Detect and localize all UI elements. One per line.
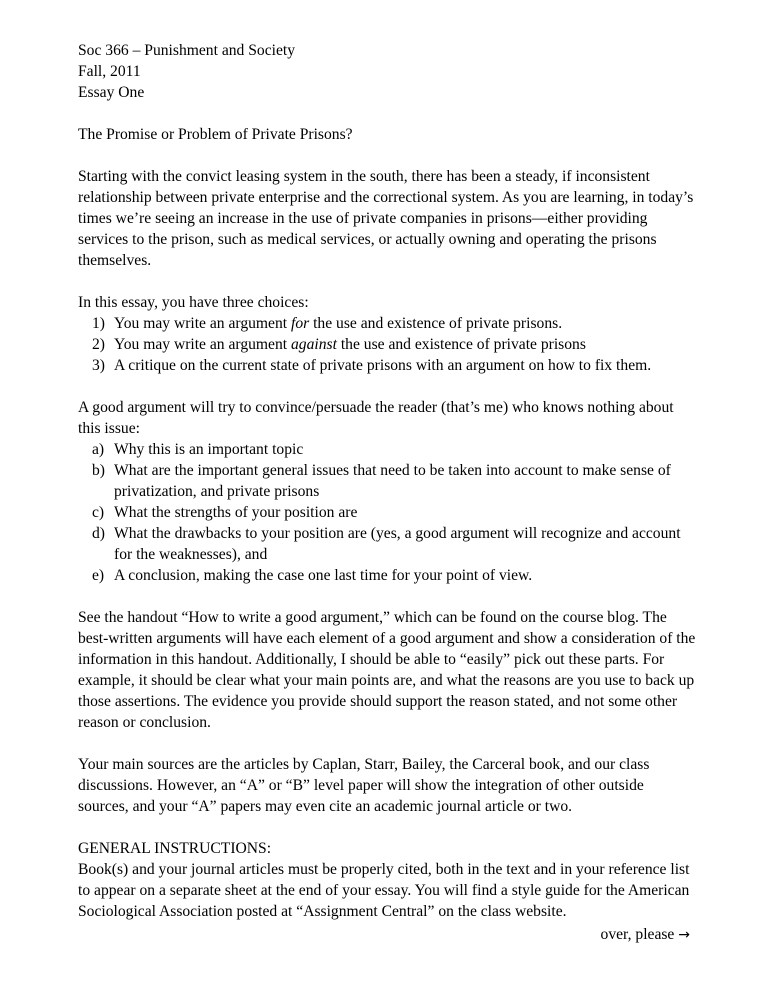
general-instructions-heading: GENERAL INSTRUCTIONS:	[78, 840, 272, 857]
argument-lead: A good argument will try to convince/persuade the reader (that’s me) who knows nothing about this issue:	[78, 399, 674, 437]
list-item: c) What the strengths of your position are	[92, 504, 358, 521]
assignment-name: Essay One	[78, 84, 145, 101]
course-title: Soc 366 – Punishment and Society	[78, 42, 296, 59]
intro-paragraph: Starting with the convict leasing system in the south, there has been a steady, if inconsistent relationship between private enterprise and the correctional system. As you are learning, in today’s times we’re seeing an increase in the use of private companies in prisons—either providing services to the prison, such as medical services, or actually owning and operating the prisons themselves.	[78, 168, 694, 269]
document-body	[78, 40, 698, 922]
essay-title: The Promise or Problem of Private Prisons?	[78, 126, 353, 143]
list-item: a) Why this is an important topic	[92, 441, 304, 458]
footer-text: over, please	[600, 926, 679, 943]
list-item: e) A conclusion, making the case one last time for your point of view.	[92, 567, 533, 584]
handout-paragraph: See the handout “How to write a good argument,” which can be found on the course blog. The best-written arguments will have each element of a good argument and show a consideration of the information in this handout. Additionally, I should be able to “easily” pick out these parts. For example, it should be clear what your main points are, and what the reasons are you use to back up those assertions. The evidence you provide should support the reason stated, and not some other reason or conclusion.	[78, 609, 696, 731]
list-item: d) What the drawbacks to your position are (yes, a good argument will recognize and account for the weaknesses), and	[92, 525, 681, 563]
list-item: 1) You may write an argument for the use and existence of private prisons.	[92, 315, 563, 332]
choices-list	[78, 313, 698, 376]
general-instructions-body: Book(s) and your journal articles must be properly cited, both in the text and in your reference list to appear on a separate sheet at the end of your essay. You will find a style guide for the American Sociological Association posted at “Assignment Central” on the class website.	[78, 861, 690, 920]
choices-lead: In this essay, you have three choices:	[78, 294, 309, 311]
term: Fall, 2011	[78, 63, 141, 80]
list-item: b) What are the important general issues that need to be taken into account to make sense of privatization, and private prisons	[92, 462, 671, 500]
list-item: 2) You may write an argument against the use and existence of private prisons	[92, 336, 586, 353]
list-item: 3) A critique on the current state of private prisons with an argument on how to fix them.	[92, 357, 652, 374]
right-arrow-icon: →	[678, 927, 690, 943]
sources-paragraph: Your main sources are the articles by Caplan, Starr, Bailey, the Carceral book, and our class discussions. However, an “A” or “B” level paper will show the integration of other outside sources, and your “A” papers may even cite an academic journal article or two.	[78, 756, 650, 815]
argument-list	[78, 439, 698, 586]
page-footer	[0, 924, 690, 946]
